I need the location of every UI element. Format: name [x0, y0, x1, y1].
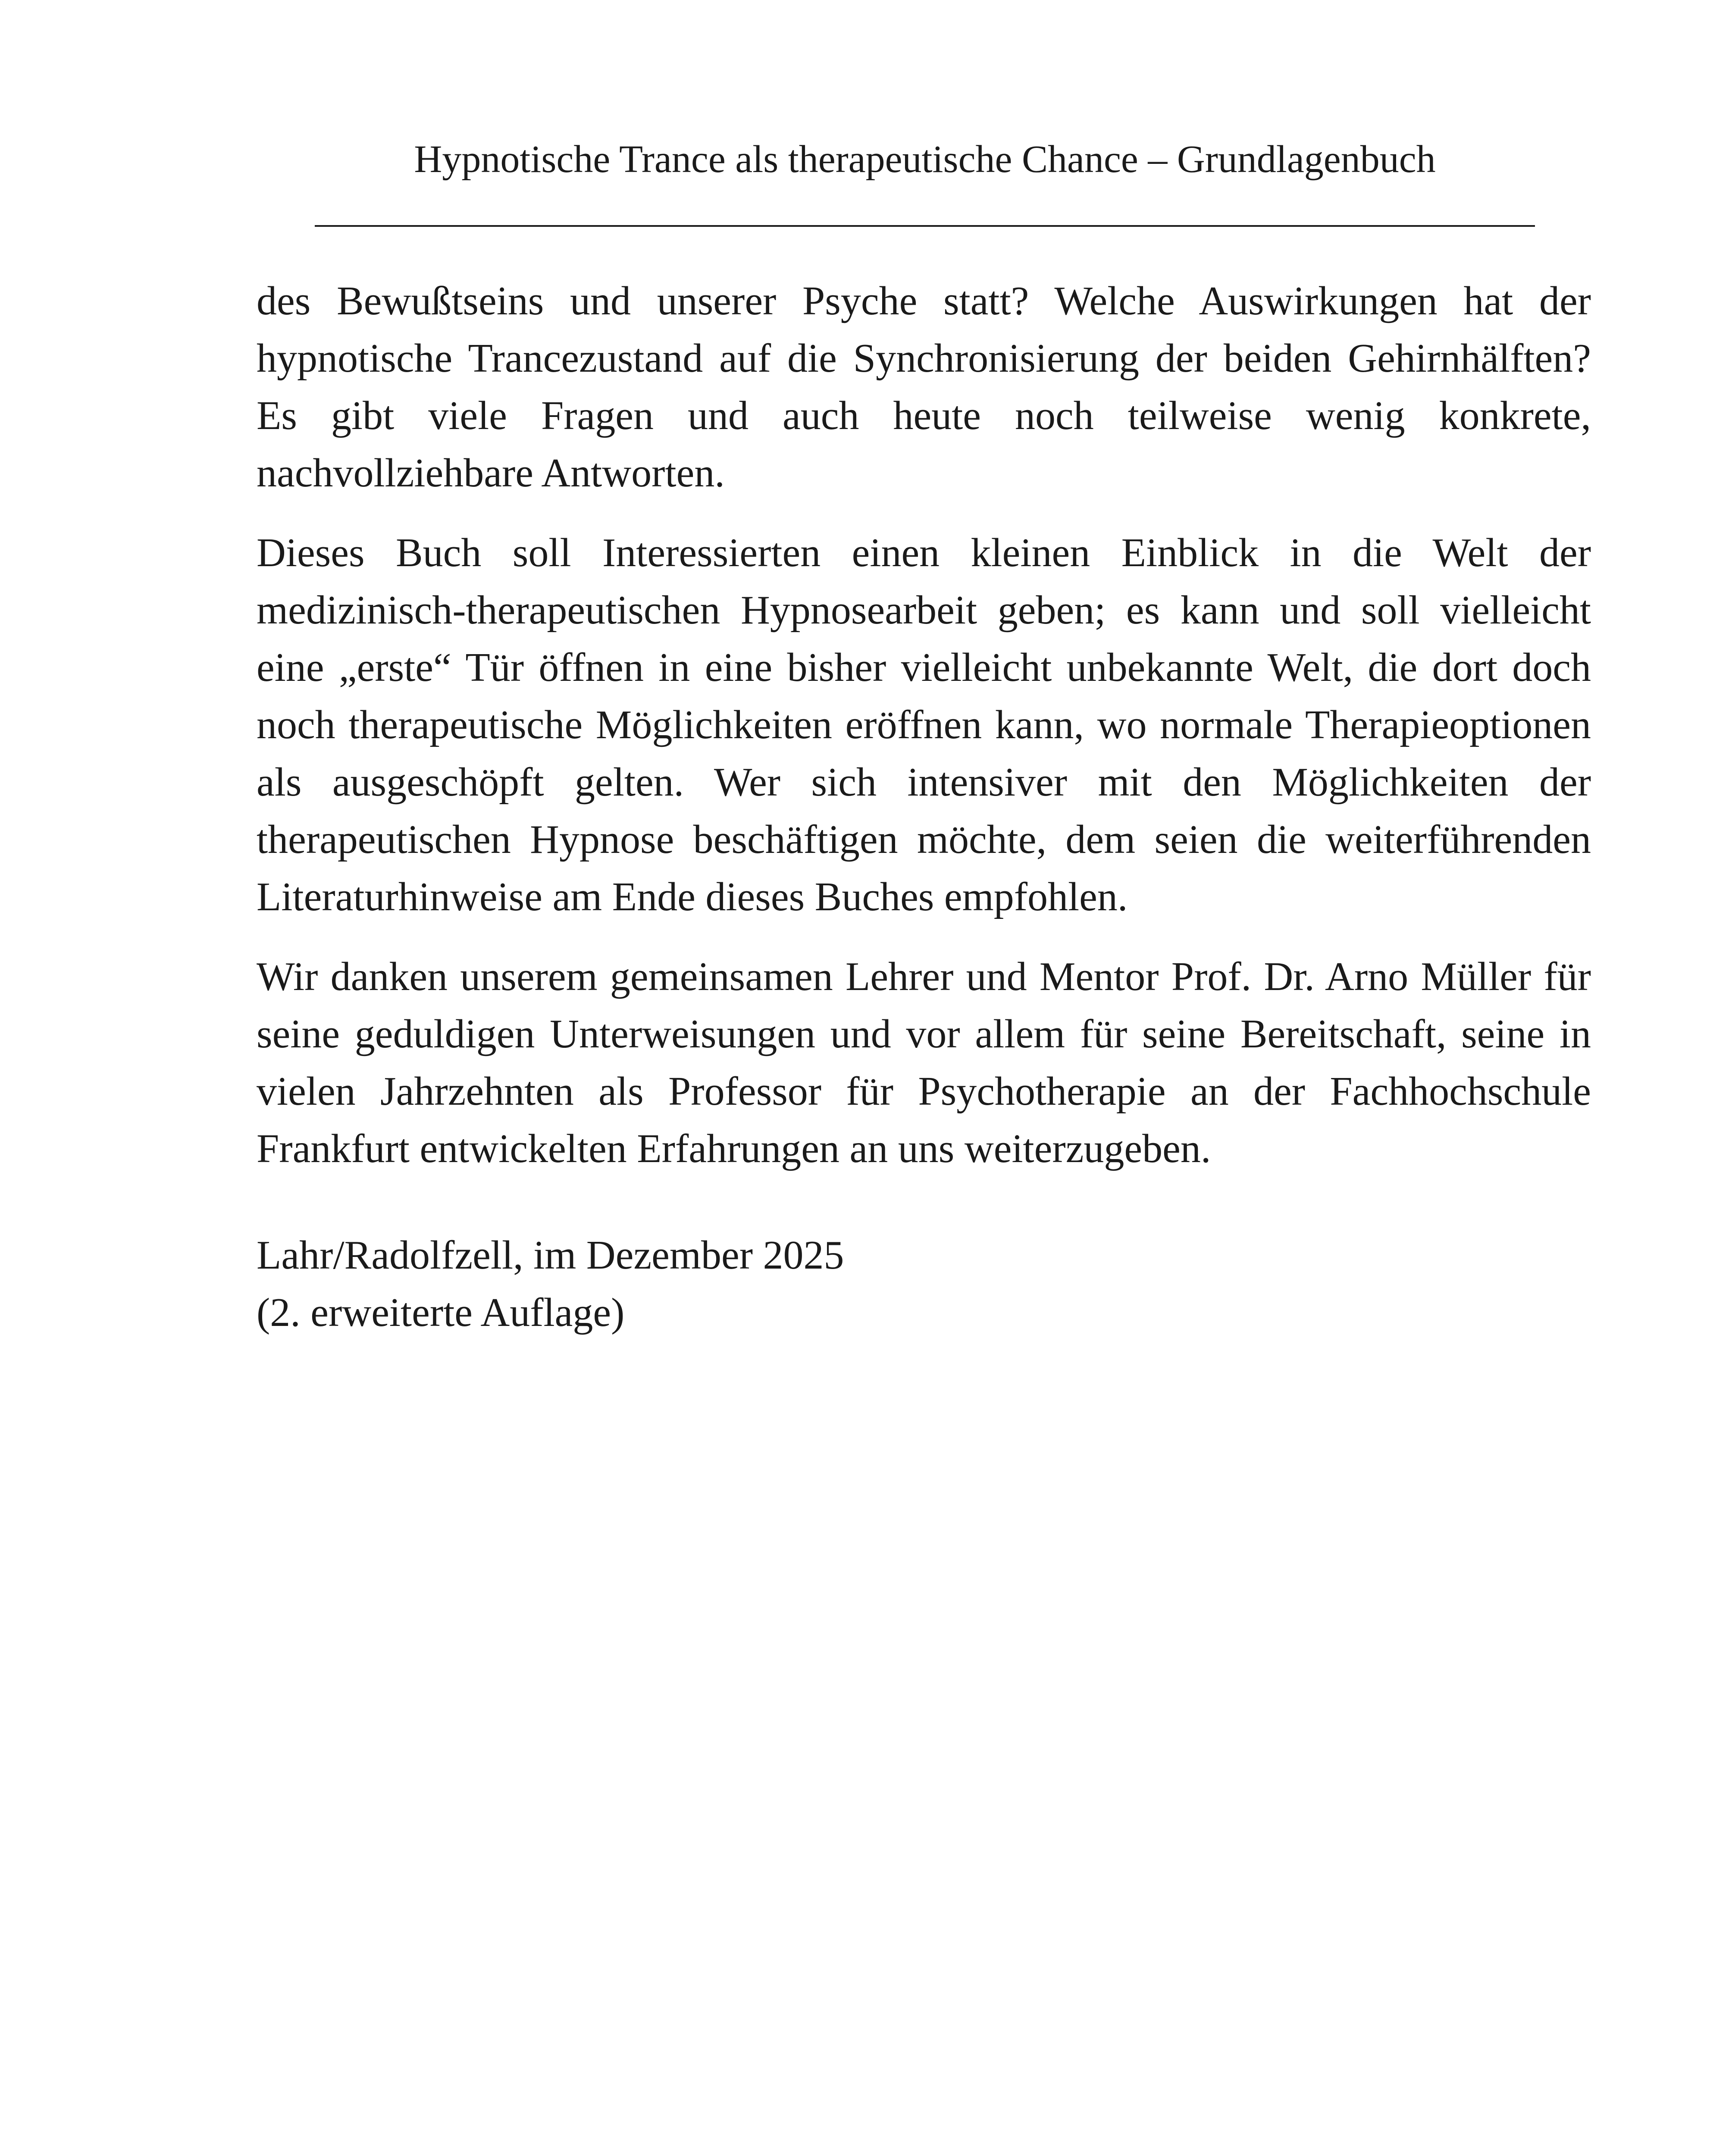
signoff	[257, 1227, 1591, 1341]
paragraph-1: des Bewußtseins und unserer Psyche statt? Welche Auswirkungen hat der hypnotische Trancezustand auf die Synchronisierung der beiden Gehirnhälften? Es gibt viele Fragen und auch heute noch teilweise wenig konkrete, nachvollziehbare Antworten.	[257, 279, 1591, 495]
paragraph-3: Wir danken unserem gemeinsamen Lehrer und Mentor Prof. Dr. Arno Müller für seine geduldigen Unterweisungen und vor allem für seine Bereitschaft, seine in vielen Jahrzehnten als Professor für Psychotherapie an der Fachhochschule Frankfurt entwickelten Erfahrungen an uns weiterzugeben.	[257, 954, 1591, 1171]
signoff-edition: (2. erweiterte Auflage)	[257, 1290, 625, 1335]
header-rule	[315, 225, 1535, 227]
paragraph-2: Dieses Buch soll Interessierten einen kleinen Einblick in die Welt der medizinisch-therapeutischen Hypnosearbeit geben; es kann und soll vielleicht eine „erste“ Tür öffnen in eine bisher vielleicht unbekannte Welt, die dort doch noch therapeutische Möglichkeiten eröffnen kann, wo normale Therapieoptionen als ausgeschöpft gelten. Wer sich intensiver mit den Möglichkeiten der therapeutischen Hypnose beschäftigen möchte, dem seien die weiterführenden Literaturhinweise am Ende dieses Buches empfohlen.	[257, 530, 1591, 919]
body-text	[257, 273, 1591, 1200]
running-header-title: Hypnotische Trance als therapeutische Chance – Grundlagenbuch	[414, 138, 1436, 181]
signoff-place-date: Lahr/Radolfzell, im Dezember 2025	[257, 1233, 844, 1278]
